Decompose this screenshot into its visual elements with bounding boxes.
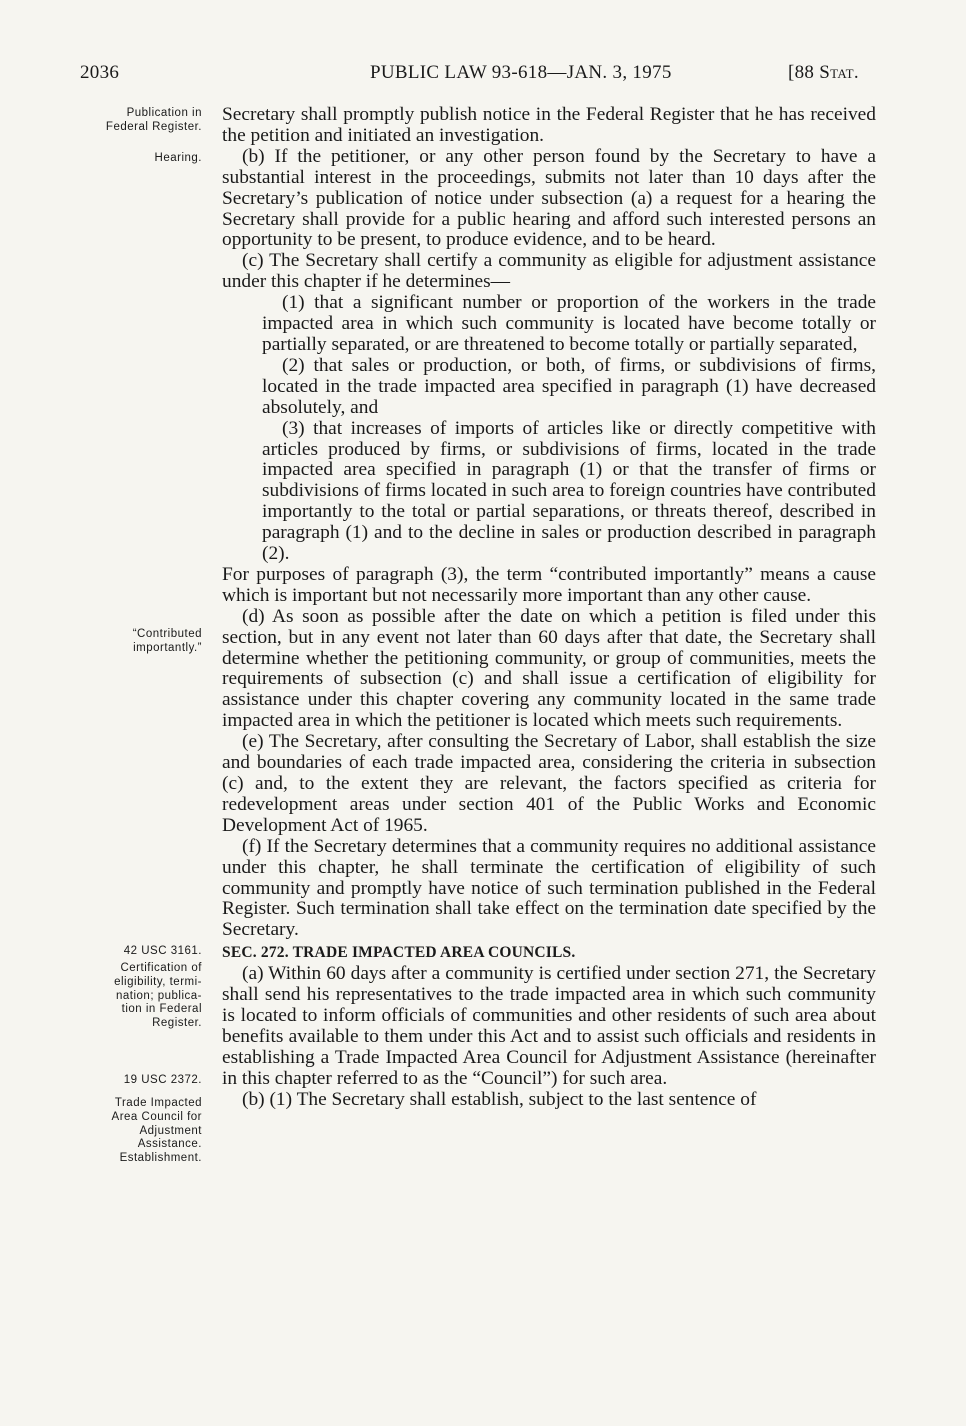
volume-bracket: [88 — [788, 62, 820, 83]
paragraph-272-a: (a) Within 60 days after a community is certified under section 271, the Secretary shall send his representatives to the trade impacted area in which such community is located to inform officials of communities and other residents of such area about benefits available to them under this Act and to assist such officials and residents in establishing a Trade Impacted Area Council for Adjustment Assistance (hereinafter in this chapter referred to as the “Council”) for such area. — [222, 963, 876, 1089]
margin-note-usc-2372: 19 USC 2372. — [123, 1074, 202, 1086]
margin-note-hearing: Hearing. — [154, 152, 202, 164]
margin-note-trade-council: Trade Impacted Area Council for Adjustment Assistance. Establishment. — [111, 1097, 202, 1165]
paragraph-subsection-e: (e) The Secretary, after consulting the Secretary of Labor, shall establish the size and boundaries of each trade impacted area, considering the criteria in subsection (c) and, to the extent they are relevant, the factors specified as criteria for redevelopment areas under section 401 of the Public Works and Economic Development Act of 1965. — [222, 731, 876, 836]
paragraph-subsection-b: (b) If the petitioner, or any other person found by the Secretary to have a substantial interest in the proceedings, submits not later than 10 days after the Secretary’s publication of notice under subsection (a) a request for a hearing the Secretary shall provide for a public hearing and afford such interested persons an opportunity to be present, to produce evidence, and to be heard. — [222, 145, 876, 251]
body-text — [222, 105, 876, 1111]
paragraph-c-1: (1) that a significant number or proportion of the workers in the trade impacted area in which such community is located have become totally or partially separated, or are threatened to become totally or partially separated, — [262, 292, 876, 355]
running-head — [80, 62, 880, 86]
header-title: PUBLIC LAW 93-618—JAN. 3, 1975 — [370, 62, 672, 83]
paragraph-intro: Secretary shall promptly publish notice in the Federal Register that he has received the petition and initiated an investigation. — [222, 104, 876, 146]
volume-abbreviation: Stat. — [819, 62, 859, 83]
volume-reference — [788, 62, 859, 84]
margin-note-usc-3161: 42 USC 3161. — [123, 945, 202, 957]
margin-note-publication: Publication in Federal Register. — [105, 107, 202, 133]
page-number: 2036 — [80, 62, 120, 83]
paragraph-c-2: (2) that sales or production, or both, of firms, or subdivisions of firms, located in the trade impacted area specified in paragraph (1) have decreased absolutely, and — [262, 354, 876, 418]
margin-note-certification: Certification of eligibility, termi- nation; publica- tion in Federal Register. — [114, 962, 202, 1030]
margin-note-contributed-importantly: “Contributed importantly.” — [132, 628, 202, 654]
paragraph-c-3: (3) that increases of imports of articles like or directly competitive with articles produced by firms, or subdivisions of firms, located in the trade impacted area specified in paragraph (1) or that the transfer of firms or subdivisions of firms located in such area to foreign countries have contributed importantly to the total or partial separations, or threats thereof, described in paragraph (1) and to the decline in sales or production described in paragraph (2). — [262, 417, 876, 565]
paragraph-272-b: (b) (1) The Secretary shall establish, subject to the last sentence of — [242, 1088, 757, 1110]
paragraph-subsection-c: (c) The Secretary shall certify a community as eligible for adjustment assistance under this chapter if he determines— — [222, 250, 876, 293]
paragraph-contributed-definition: For purposes of paragraph (3), the term “contributed importantly” means a cause which is important but not necessarily more important than any other cause. — [222, 563, 876, 606]
paragraph-subsection-f: (f) If the Secretary determines that a community requires no additional assistance under this chapter, he shall terminate the certification of eligibility of such community and promptly have notice of such termination published in the Federal Register. Such termination shall take effect on the termination date specified by the Secretary. — [222, 835, 876, 941]
paragraph-subsection-d: (d) As soon as possible after the date on which a petition is filed under this section, but in any event not later than 60 days after that date, the Secretary shall determine whether the petitioning community, or group of communities, meets the requirements of subsection (c) and shall issue a certification of eligibility for assistance under this chapter covering any community located in the same trade impacted area in which the petitioner is located which meets such requirements. — [222, 605, 876, 732]
section-272-heading: SEC. 272. TRADE IMPACTED AREA COUNCILS. — [222, 944, 576, 962]
